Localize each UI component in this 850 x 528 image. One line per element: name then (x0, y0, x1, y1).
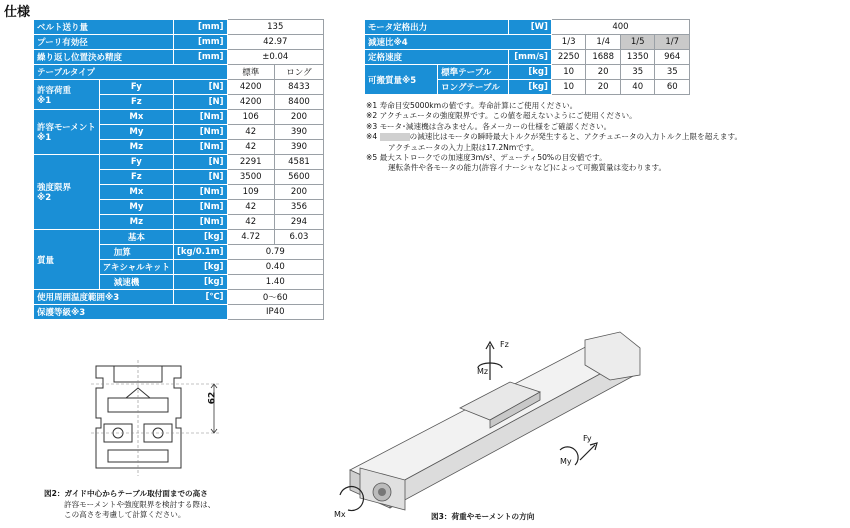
figure-2-caption-2: 許容モーメントや強度限界を検討する際は、 (64, 500, 216, 509)
value-long: 4581 (274, 155, 323, 170)
std-table-label: 標準テーブル (438, 65, 509, 80)
mass-value: 10 (551, 65, 586, 80)
std-table-unit: [kg] (509, 65, 552, 80)
table-row (34, 290, 324, 305)
table-row (365, 20, 690, 35)
long-table-label: ロングテーブル (438, 80, 509, 95)
value-standard: 3500 (227, 170, 274, 185)
note-5b: 運転条件や各モータの能力(許容イナーシャなど)によって可搬質量は変わります。 (388, 163, 667, 173)
sub-unit: [N] (174, 95, 228, 110)
row-label: プーリ有効径 (34, 35, 174, 50)
label-my: My (560, 457, 572, 466)
mass-value: 20 (586, 80, 621, 95)
row-value: 135 (227, 20, 323, 35)
value-long: 6.03 (274, 230, 323, 245)
row-value: ±0.04 (227, 50, 323, 65)
value-standard: 42 (227, 215, 274, 230)
sub-label: アキシャルキット (99, 260, 173, 275)
value-standard: 4.72 (227, 230, 274, 245)
rated-output-unit: [W] (509, 20, 552, 35)
value-long: 390 (274, 125, 323, 140)
table-row (34, 65, 324, 80)
note-5: ※5 最大ストロークでの加速度3m/s²、デューティ50%の目安値です。 (366, 153, 607, 163)
row-unit: [mm] (174, 20, 228, 35)
protection-value: IP40 (227, 305, 323, 320)
sub-label: Mx (99, 110, 173, 125)
sub-label: Mz (99, 215, 173, 230)
sub-label: My (99, 200, 173, 215)
temp-unit: [℃] (174, 290, 228, 305)
figure-3-caption: 図3：荷重やモーメントの方向 (431, 512, 535, 521)
ratio-value: 1/4 (586, 35, 621, 50)
note-3: ※3 モータ･減速機は含みません。各メーカーの仕様をご確認ください。 (366, 121, 612, 131)
mass-value: 35 (620, 65, 655, 80)
table-type-long: ロング (274, 65, 323, 80)
value-long: 8433 (274, 80, 323, 95)
sub-unit: [Nm] (174, 200, 228, 215)
sub-unit: [kg] (174, 275, 228, 290)
table-row (365, 65, 690, 80)
table-row (365, 35, 690, 50)
table-row (34, 110, 324, 125)
sub-unit: [kg/0.1m] (174, 245, 228, 260)
group-mass: 質量 (34, 230, 100, 290)
value: 0.79 (227, 245, 323, 260)
speed-value: 2250 (551, 50, 586, 65)
sub-unit: [N] (174, 80, 228, 95)
label-mz: Mz (477, 367, 489, 376)
value-long: 200 (274, 110, 323, 125)
sub-unit: [kg] (174, 260, 228, 275)
sub-label: Fz (99, 170, 173, 185)
value: 1.40 (227, 275, 323, 290)
group-allowable-load: 許容荷重 ※1 (34, 80, 100, 110)
label-fy: Fy (583, 434, 592, 443)
value-standard: 2291 (227, 155, 274, 170)
sub-unit: [Nm] (174, 125, 228, 140)
speed-value: 1350 (620, 50, 655, 65)
row-unit: [mm] (174, 35, 228, 50)
sub-unit: [N] (174, 170, 228, 185)
mass-value: 60 (655, 80, 690, 95)
group-strength-limit: 強度限界 ※2 (34, 155, 100, 230)
value-standard: 109 (227, 185, 274, 200)
table-row (365, 50, 690, 65)
note-2: ※2 アクチュエータの強度限界です。この値を超えないようにご使用ください。 (366, 111, 637, 121)
value-long: 5600 (274, 170, 323, 185)
value-standard: 42 (227, 200, 274, 215)
row-unit: [mm] (174, 50, 228, 65)
spec-table (33, 19, 324, 320)
gray-swatch (380, 133, 410, 141)
row-label: 繰り返し位置決め精度 (34, 50, 174, 65)
temp-value: 0〜60 (227, 290, 323, 305)
label-fz: Fz (500, 340, 509, 349)
speed-value: 964 (655, 50, 690, 65)
value-long: 294 (274, 215, 323, 230)
value-long: 356 (274, 200, 323, 215)
sub-label: Mx (99, 185, 173, 200)
value: 0.40 (227, 260, 323, 275)
note-1: ※1 寿命目安5000kmの値です。寿命計算にご使用ください。 (366, 101, 578, 110)
figure-2-caption-3: この高さを考慮して計算ください。 (64, 510, 186, 519)
value-standard: 4200 (227, 80, 274, 95)
value-long: 200 (274, 185, 323, 200)
value-standard: 4200 (227, 95, 274, 110)
sub-unit: [Nm] (174, 110, 228, 125)
table-type-standard: 標準 (227, 65, 274, 80)
rated-speed-label: 定格速度 (365, 50, 509, 65)
row-label: ベルト送り量 (34, 20, 174, 35)
sub-label: My (99, 125, 173, 140)
rated-speed-unit: [mm/s] (509, 50, 552, 65)
sub-label: Mz (99, 140, 173, 155)
value-long: 390 (274, 140, 323, 155)
sub-label: 加算 (99, 245, 173, 260)
sub-unit: [Nm] (174, 215, 228, 230)
mass-value: 10 (551, 80, 586, 95)
sub-unit: [Nm] (174, 185, 228, 200)
table-row (34, 155, 324, 170)
ratio-label: 減速比※4 (365, 35, 552, 50)
rated-output-value: 400 (551, 20, 689, 35)
ratio-value: 1/3 (551, 35, 586, 50)
long-table-unit: [kg] (509, 80, 552, 95)
sub-label: 基本 (99, 230, 173, 245)
ratio-value: 1/5 (620, 35, 655, 50)
figure-2-cross-section (86, 358, 236, 483)
temp-label: 使用周囲温度範囲※3 (34, 290, 174, 305)
sub-label: Fz (99, 95, 173, 110)
group-allowable-moment: 許容モーメント ※1 (34, 110, 100, 155)
label-mx: Mx (334, 510, 346, 519)
value-standard: 42 (227, 140, 274, 155)
table-type-label: テーブルタイプ (34, 65, 228, 80)
sub-unit: [kg] (174, 230, 228, 245)
table-row (34, 80, 324, 95)
table-row (34, 305, 324, 320)
motor-table (364, 19, 690, 95)
protection-label: 保護等級※3 (34, 305, 228, 320)
sub-label: 減速機 (99, 275, 173, 290)
mass-value: 20 (586, 65, 621, 80)
note-4: ※4 の減速比はモータの瞬時最大トルクが発生すると、アクチュエータの入力トルク上限を超えます。 (366, 132, 743, 142)
sub-label: Fy (99, 80, 173, 95)
table-row (34, 20, 324, 35)
value-standard: 106 (227, 110, 274, 125)
sub-label: Fy (99, 155, 173, 170)
value-long: 8400 (274, 95, 323, 110)
rated-output-label: モータ定格出力 (365, 20, 509, 35)
table-row (34, 230, 324, 245)
mass-value: 40 (620, 80, 655, 95)
notes (366, 101, 786, 174)
value-standard: 42 (227, 125, 274, 140)
ratio-value: 1/7 (655, 35, 690, 50)
table-row (34, 50, 324, 65)
figure-3-actuator (320, 320, 650, 520)
note-4b: アクチュエータの入力上限は17.2Nmです。 (388, 142, 539, 152)
mass-value: 35 (655, 65, 690, 80)
row-value: 42.97 (227, 35, 323, 50)
speed-value: 1688 (586, 50, 621, 65)
portable-mass-label: 可搬質量※5 (365, 65, 438, 95)
page-title: 仕様 (4, 5, 31, 20)
table-row (34, 35, 324, 50)
figure-2-caption: 図2：ガイド中心からテーブル取付面までの高さ (44, 489, 208, 498)
sub-unit: [N] (174, 155, 228, 170)
sub-unit: [Nm] (174, 140, 228, 155)
dimension-62: 62 (207, 391, 218, 405)
